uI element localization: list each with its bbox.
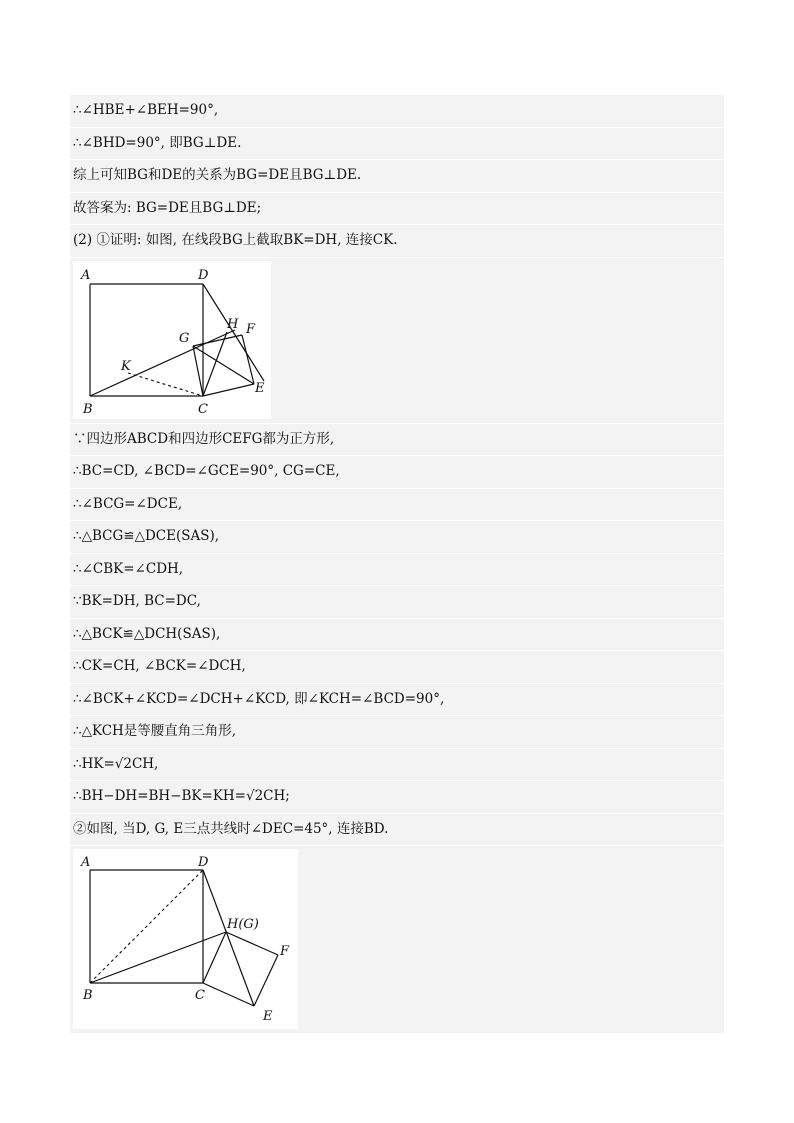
segment-CE — [203, 384, 254, 396]
label-E: E — [263, 1009, 273, 1024]
text-line: ②如图, 当D, G, E三点共线时∠DEC=45°, 连接BD. — [70, 814, 724, 847]
text-line: ∵四边形ABCD和四边形CEFG都为正方形, — [70, 424, 724, 457]
figure-1-row — [70, 258, 724, 424]
figure-2-row — [70, 846, 724, 1034]
text-line: ∴∠BCK+∠KCD=∠DCH+∠KCD, 即∠KCH=∠BCD=90°, — [70, 684, 724, 717]
text-line: ∴∠BCG=∠DCE, — [70, 489, 724, 522]
geometry-figure-2 — [73, 849, 298, 1029]
text-line: ∴BH−DH=BH−BK=KH=√2CH; — [70, 781, 724, 814]
text-line: 综上可知BG和DE的关系为BG=DE且BG⊥DE. — [70, 160, 724, 193]
text-line: ∴∠BHD=90°, 即BG⊥DE. — [70, 128, 724, 161]
segment-BD-dashed — [90, 870, 203, 983]
label-B: B — [83, 401, 93, 417]
label-C: C — [195, 988, 205, 1003]
text-line: ∴HK=√2CH, — [70, 749, 724, 782]
text-line: ∴△BCK≌△DCH(SAS), — [70, 619, 724, 652]
text-line: ∴BC=CD, ∠BCD=∠GCE=90°, CG=CE, — [70, 456, 724, 489]
segment-GE — [193, 346, 254, 384]
label-D: D — [198, 855, 209, 870]
label-G: G — [179, 330, 190, 346]
text-line: (2) ①证明: 如图, 在线段BG上截取BK=DH, 连接CK. — [70, 225, 724, 258]
label-F: F — [280, 944, 290, 959]
label-E: E — [255, 380, 265, 396]
label-B: B — [83, 988, 93, 1003]
label-C: C — [198, 401, 208, 417]
label-H: H — [227, 316, 239, 332]
segment-FE — [254, 955, 278, 1006]
label-F: F — [246, 321, 256, 337]
text-line: ∴△KCH是等腰直角三角形, — [70, 716, 724, 749]
text-line: ∴△BCG≌△DCE(SAS), — [70, 521, 724, 554]
text-line: 故答案为: BG=DE且BG⊥DE; — [70, 193, 724, 226]
label-D: D — [198, 267, 209, 283]
segment-CK-dashed — [128, 373, 203, 396]
segment-GF — [193, 335, 242, 346]
segment-CG — [193, 346, 203, 396]
segment-BH — [90, 932, 226, 983]
label-K: K — [121, 358, 131, 374]
label-A: A — [81, 855, 91, 870]
text-line: ∴CK=CH, ∠BCK=∠DCH, — [70, 651, 724, 684]
text-line: ∴∠HBE+∠BEH=90°, — [70, 95, 724, 128]
label-HG: H(G) — [227, 917, 259, 932]
label-A: A — [81, 267, 91, 283]
text-line: ∴∠CBK=∠CDH, — [70, 554, 724, 587]
geometry-figure-1 — [73, 261, 271, 419]
segment-FE — [242, 335, 254, 384]
text-line: ∵BK=DH, BC=DC, — [70, 586, 724, 619]
solution-document — [70, 95, 724, 1034]
segment-BH — [90, 330, 235, 396]
